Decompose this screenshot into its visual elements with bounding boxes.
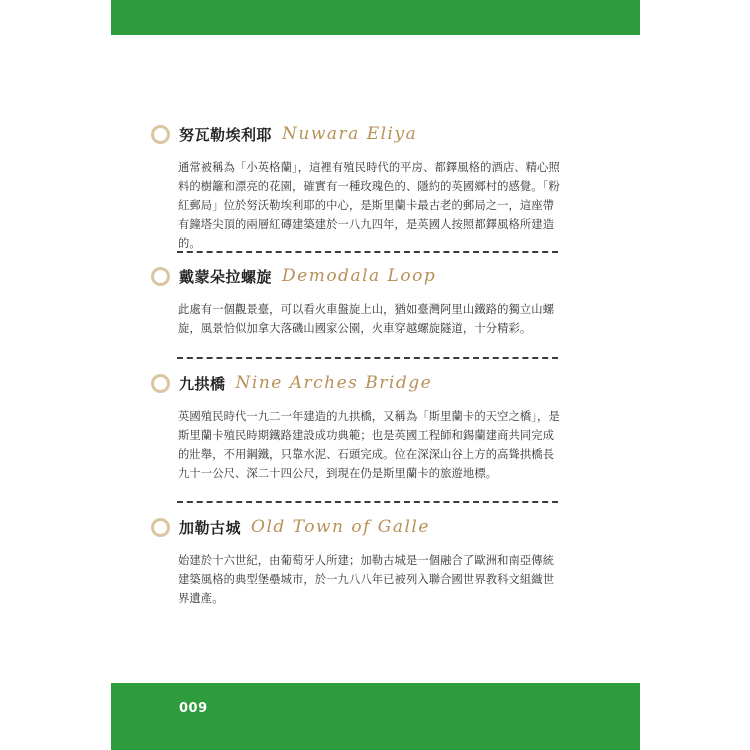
section-body-text: 通常被稱為「小英格蘭」，這裡有殖民時代的平房、都鐸風格的酒店、精心照料的樹籬和漂亮的花園，確實有一種玫瑰色的、隱約的英國鄉村的感覺。「粉紅郵局」位於努沃勒埃利耶的中心，是斯里蘭卡最古老的郵局之一，這座帶有鐘塔尖頂的兩層紅磚建築建於一八九四年，是英國人按照都鐸風格所建造的。 xyxy=(178,161,560,250)
section-title-chinese: 戴蒙朵拉螺旋 xyxy=(179,267,273,286)
book-page xyxy=(111,0,640,750)
section-heading xyxy=(151,514,601,540)
bottom-green-band xyxy=(111,683,640,750)
section-heading xyxy=(151,121,601,147)
section-old-town-of-galle xyxy=(151,514,601,608)
section-title-english: Old Town of Galle xyxy=(251,517,430,537)
section-title-english: Nine Arches Bridge xyxy=(235,373,433,393)
circle-bullet-icon xyxy=(151,374,170,393)
circle-bullet-icon xyxy=(151,267,170,286)
section-heading xyxy=(151,263,601,289)
dashed-divider xyxy=(177,501,558,503)
section-title-chinese: 努瓦勒埃利耶 xyxy=(179,125,273,144)
section-title-english: Demodala Loop xyxy=(282,266,437,286)
circle-bullet-icon xyxy=(151,518,170,537)
dashed-divider xyxy=(177,357,558,359)
top-green-band xyxy=(111,0,640,35)
dashed-divider xyxy=(177,251,558,253)
section-heading xyxy=(151,370,601,396)
section-title-english: Nuwara Eliya xyxy=(282,124,418,144)
section-demodara-loop xyxy=(151,263,601,338)
page-number: 009 xyxy=(179,701,208,716)
section-body-text: 此處有一個觀景臺，可以看火車盤旋上山，猶如臺灣阿里山鐵路的獨立山螺旋，風景恰似加拿大落磯山國家公園，火車穿越螺旋隧道，十分精彩。 xyxy=(178,303,555,335)
section-body-text: 始建於十六世紀，由葡萄牙人所建；加勒古城是一個融合了歐洲和南亞傳統建築風格的典型堡壘城市，於一九八八年已被列入聯合國世界教科文組織世界遺產。 xyxy=(178,554,555,605)
section-title-chinese: 九拱橋 xyxy=(179,374,226,393)
section-nuwara-eliya xyxy=(151,121,601,253)
section-body-text: 英國殖民時代一九二一年建造的九拱橋，又稱為「斯里蘭卡的天空之橋」，是斯里蘭卡殖民時期鐵路建設成功典範；也是英國工程師和錫蘭建商共同完成的壯舉，不用鋼鐵，只靠水泥、石頭完成。位在深深山谷上方的高聳拱橋長九十一公尺、深二十四公尺，到現在仍是斯里蘭卡的旅遊地標。 xyxy=(178,410,560,480)
circle-bullet-icon xyxy=(151,125,170,144)
section-title-chinese: 加勒古城 xyxy=(179,518,242,537)
section-nine-arches-bridge xyxy=(151,370,601,483)
